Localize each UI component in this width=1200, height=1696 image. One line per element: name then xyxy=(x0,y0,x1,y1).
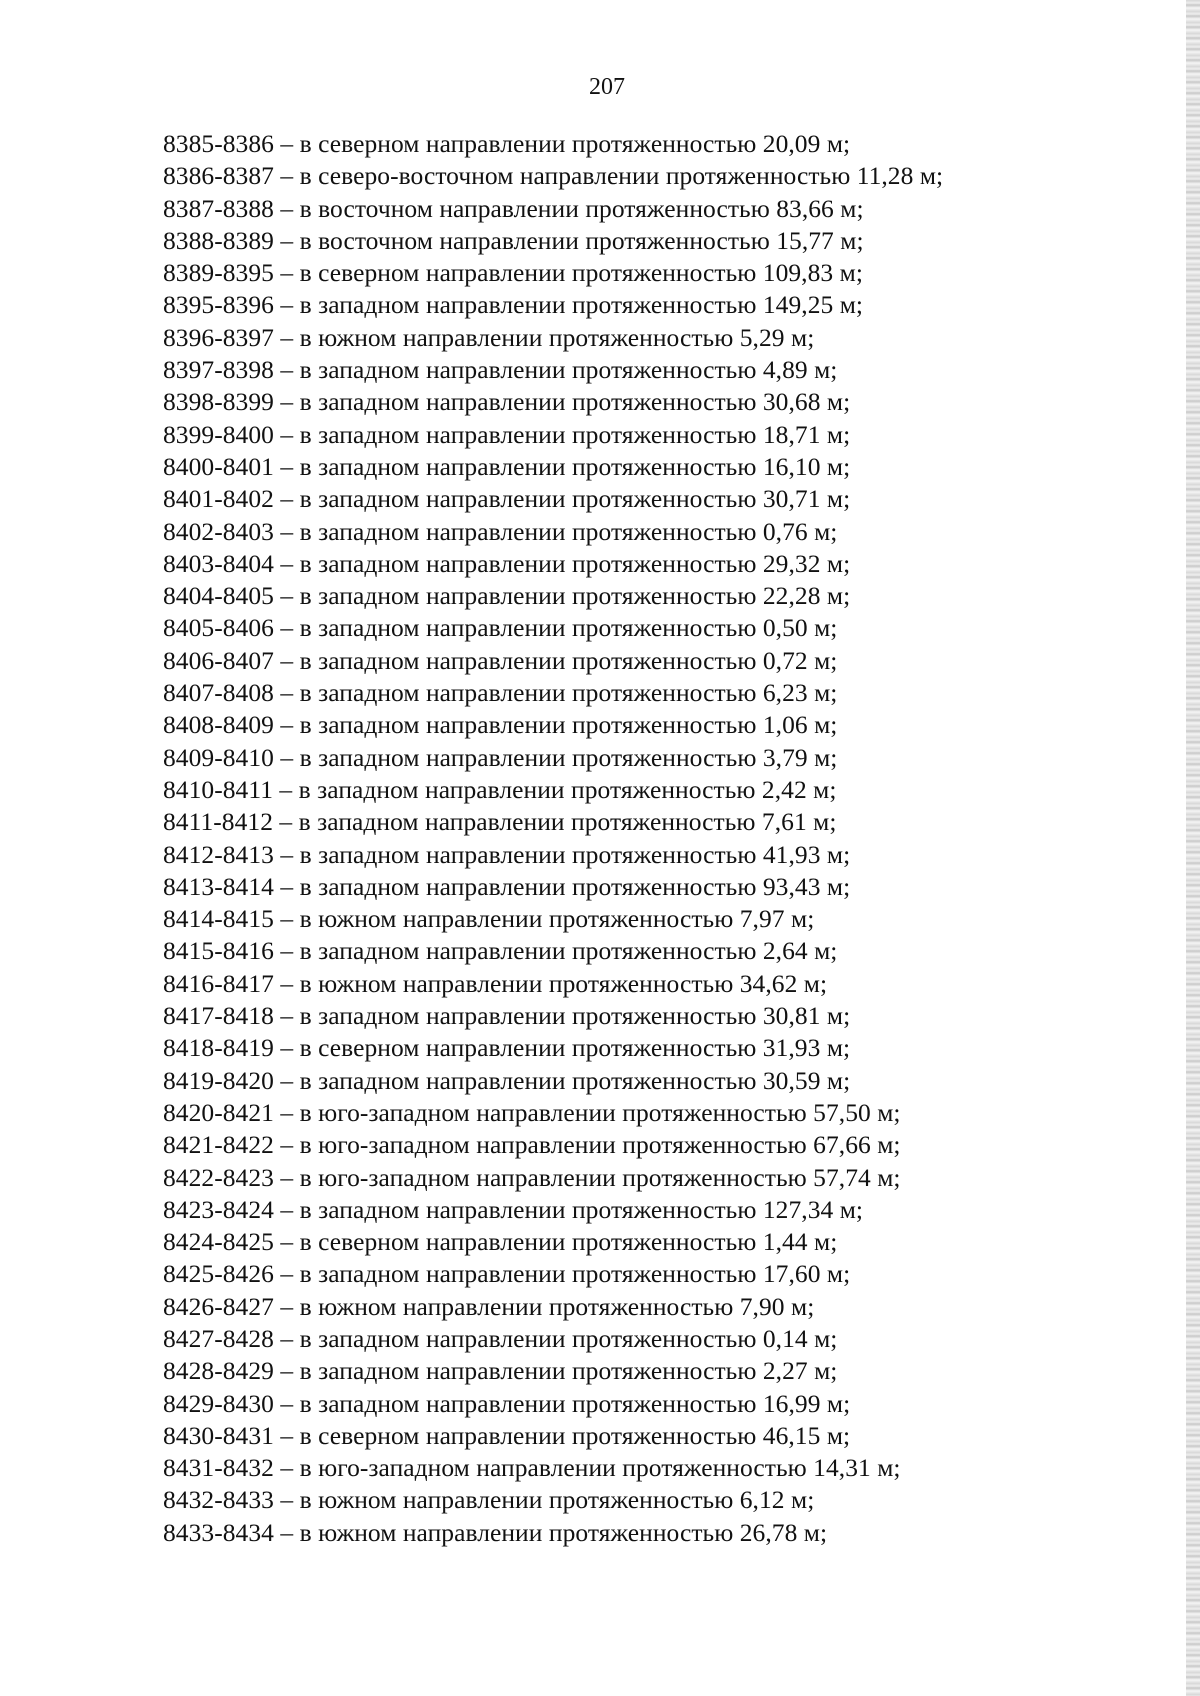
page-number: 207 xyxy=(589,74,625,100)
boundary-line: 8387-8388 – в восточном направлении протяженностью 83,66 м; xyxy=(163,193,864,223)
boundary-line: 8425-8426 – в западном направлении протяженностью 17,60 м; xyxy=(163,1259,851,1289)
boundary-line: 8430-8431 – в северном направлении протяженностью 46,15 м; xyxy=(163,1420,851,1450)
boundary-line: 8404-8405 – в западном направлении протяженностью 22,28 м; xyxy=(163,581,851,611)
boundary-line: 8401-8402 – в западном направлении протяженностью 30,71 м; xyxy=(163,484,851,514)
boundary-line: 8407-8408 – в западном направлении протяженностью 6,23 м; xyxy=(163,678,838,708)
boundary-line: 8409-8410 – в западном направлении протяженностью 3,79 м; xyxy=(163,742,838,772)
boundary-line: 8408-8409 – в западном направлении протяженностью 1,06 м; xyxy=(163,710,838,740)
boundary-line: 8414-8415 – в южном направлении протяженностью 7,97 м; xyxy=(163,904,815,934)
boundary-line: 8402-8403 – в западном направлении протяженностью 0,76 м; xyxy=(163,516,838,546)
boundary-line: 8419-8420 – в западном направлении протяженностью 30,59 м; xyxy=(163,1065,851,1095)
boundary-line: 8410-8411 – в западном направлении протяженностью 2,42 м; xyxy=(163,774,837,804)
boundary-line: 8400-8401 – в западном направлении протяженностью 16,10 м; xyxy=(163,451,851,481)
boundary-line: 8385-8386 – в северном направлении протяженностью 20,09 м; xyxy=(163,129,851,158)
boundary-line: 8397-8398 – в западном направлении протяженностью 4,89 м; xyxy=(163,355,838,385)
boundary-line: 8427-8428 – в западном направлении протяженностью 0,14 м; xyxy=(163,1323,838,1353)
boundary-line: 8433-8434 – в южном направлении протяженностью 26,78 м; xyxy=(163,1517,828,1547)
boundary-line: 8403-8404 – в западном направлении протяженностью 29,32 м; xyxy=(163,548,851,578)
boundary-line: 8429-8430 – в западном направлении протяженностью 16,99 м; xyxy=(163,1388,851,1418)
boundary-line: 8417-8418 – в западном направлении протяженностью 30,81 м; xyxy=(163,1001,851,1031)
boundary-line: 8422-8423 – в юго-западном направлении протяженностью 57,74 м; xyxy=(163,1162,901,1192)
boundary-line: 8431-8432 – в юго-западном направлении протяженностью 14,31 м; xyxy=(163,1453,901,1483)
boundary-line: 8398-8399 – в западном направлении протяженностью 30,68 м; xyxy=(163,387,851,417)
boundary-line: 8428-8429 – в западном направлении протяженностью 2,27 м; xyxy=(163,1356,838,1386)
boundary-line: 8406-8407 – в западном направлении протяженностью 0,72 м; xyxy=(163,645,838,675)
boundary-line: 8420-8421 – в юго-западном направлении протяженностью 57,50 м; xyxy=(163,1097,901,1127)
boundary-line: 8411-8412 – в западном направлении протяженностью 7,61 м; xyxy=(163,807,837,837)
boundary-line: 8396-8397 – в южном направлении протяженностью 5,29 м; xyxy=(163,322,815,352)
boundary-line: 8388-8389 – в восточном направлении протяженностью 15,77 м; xyxy=(163,225,864,255)
boundary-line: 8424-8425 – в северном направлении протяженностью 1,44 м; xyxy=(163,1227,838,1257)
scan-edge-shadow xyxy=(1186,0,1200,1696)
boundary-line: 8386-8387 – в северо-восточном направлении протяженностью 11,28 м; xyxy=(163,161,944,191)
boundary-line: 8432-8433 – в южном направлении протяженностью 6,12 м; xyxy=(163,1485,815,1515)
boundary-line: 8418-8419 – в северном направлении протяженностью 31,93 м; xyxy=(163,1033,851,1063)
boundary-line: 8415-8416 – в западном направлении протяженностью 2,64 м; xyxy=(163,936,838,966)
boundary-line: 8399-8400 – в западном направлении протяженностью 18,71 м; xyxy=(163,419,851,449)
boundary-line: 8395-8396 – в западном направлении протяженностью 149,25 м; xyxy=(163,290,864,320)
boundary-line: 8389-8395 – в северном направлении протяженностью 109,83 м; xyxy=(163,258,863,288)
boundary-line: 8426-8427 – в южном направлении протяженностью 7,90 м; xyxy=(163,1291,815,1321)
boundary-line: 8413-8414 – в западном направлении протяженностью 93,43 м; xyxy=(163,871,851,901)
boundary-line: 8412-8413 – в западном направлении протяженностью 41,93 м; xyxy=(163,839,851,869)
boundary-line: 8405-8406 – в западном направлении протяженностью 0,50 м; xyxy=(163,613,838,643)
boundary-line: 8421-8422 – в юго-западном направлении протяженностью 67,66 м; xyxy=(163,1130,901,1160)
boundary-line: 8416-8417 – в южном направлении протяженностью 34,62 м; xyxy=(163,968,828,998)
boundary-description-list xyxy=(163,128,943,1549)
boundary-line: 8423-8424 – в западном направлении протяженностью 127,34 м; xyxy=(163,1194,864,1224)
